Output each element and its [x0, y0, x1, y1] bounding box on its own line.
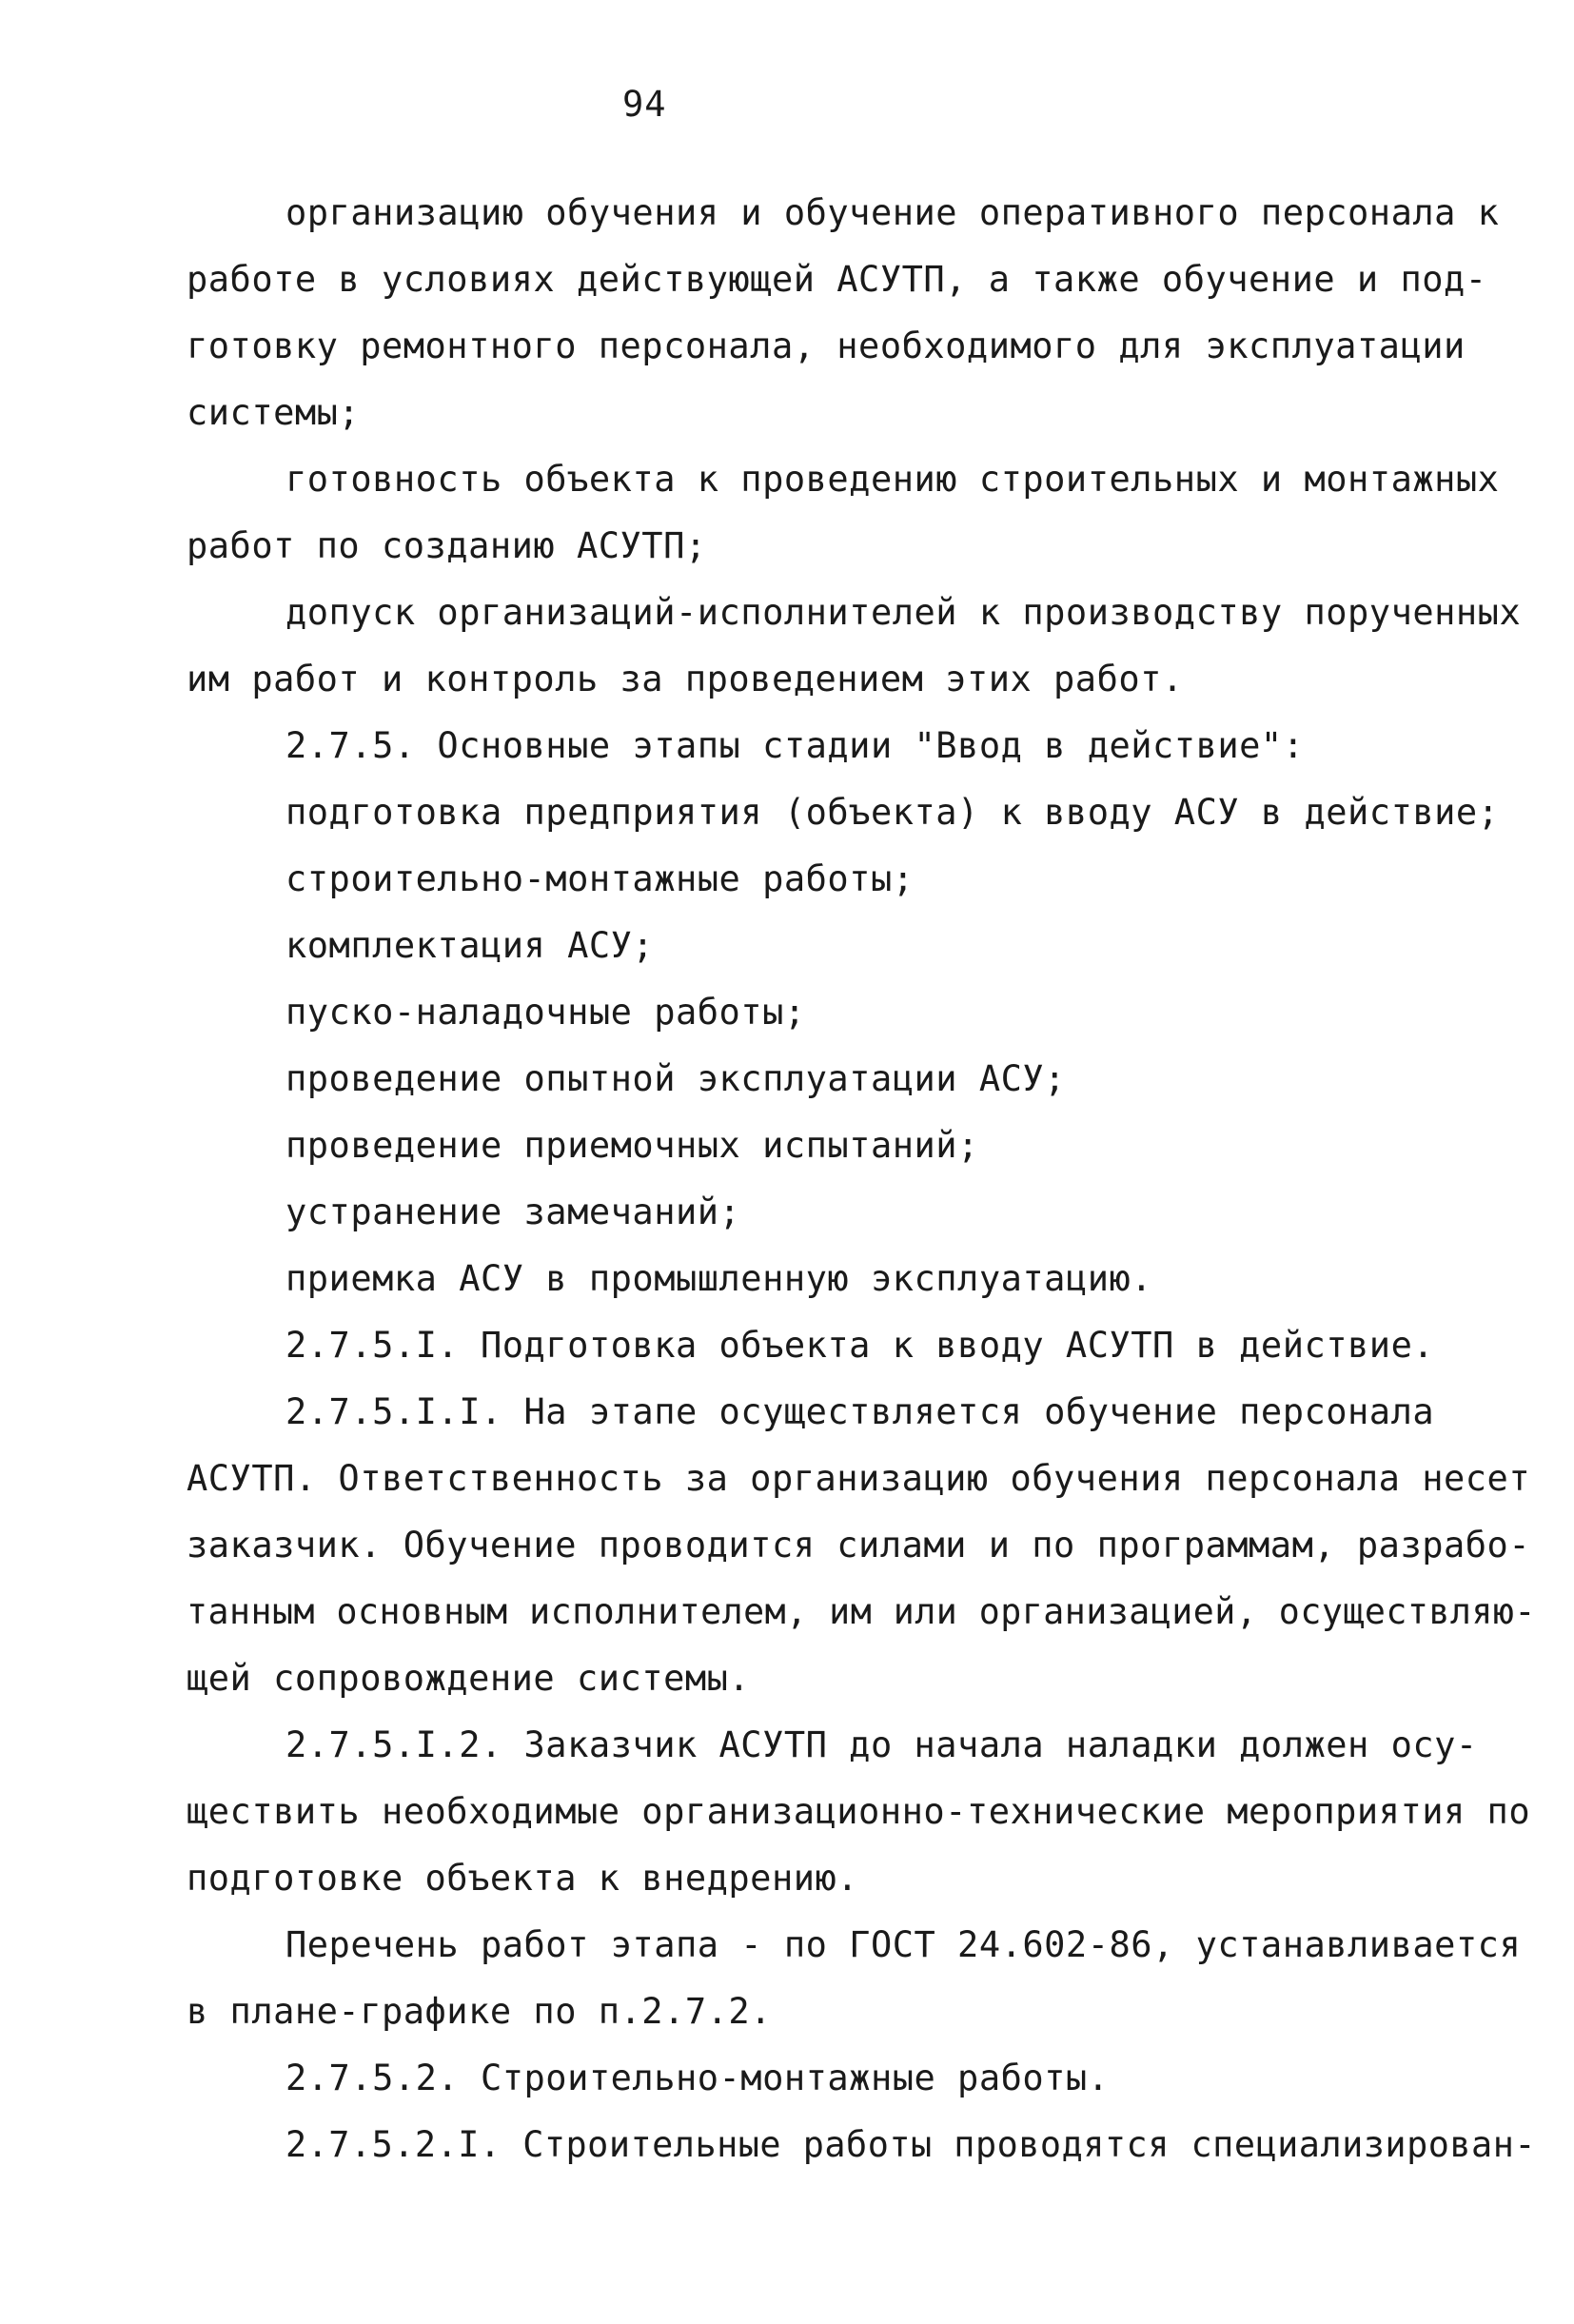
text-line: подготовке объекта к внедрению.: [187, 1858, 859, 1899]
text-line: заказчик. Обучение проводится силами и по программам, разрабо-: [187, 1525, 1531, 1566]
text-line: комплектация АСУ;: [285, 925, 655, 966]
text-line: 2.7.5. Основные этапы стадии "Ввод в действие":: [285, 725, 1305, 766]
text-line: 2.7.5.2.I. Строительные работы проводятся специализирован-: [285, 2124, 1537, 2165]
text-line: проведение опытной эксплуатации АСУ;: [285, 1058, 1066, 1099]
text-line: системы;: [187, 392, 361, 433]
text-line: допуск организаций-исполнителей к производству порученных: [285, 592, 1522, 633]
text-line: 2.7.5.I.I. На этапе осуществляется обучение персонала: [285, 1391, 1435, 1432]
text-line: проведение приемочных испытаний;: [285, 1125, 979, 1166]
text-line: готовку ремонтного персонала, необходимого для эксплуатации: [187, 325, 1466, 366]
text-line: танным основным исполнителем, им или организацией, осуществляю-: [187, 1591, 1536, 1632]
text-line: 2.7.5.2. Строительно-монтажные работы.: [285, 2058, 1110, 2098]
text-line: им работ и контроль за проведением этих работ.: [187, 659, 1184, 699]
text-line: подготовка предприятия (объекта) к вводу АСУ в действие;: [285, 792, 1500, 833]
text-line: в плане-графике по п.2.7.2.: [187, 1991, 772, 2032]
text-line: АСУТП. Ответственность за организацию обучения персонала несет: [187, 1458, 1531, 1499]
text-line: организацию обучения и обучение оперативного персонала к: [285, 192, 1500, 233]
text-line: устранение замечаний;: [285, 1192, 741, 1232]
text-line: работ по созданию АСУТП;: [187, 525, 707, 566]
text-line: 2.7.5.I.2. Заказчик АСУТП до начала наладки должен осу-: [285, 1724, 1478, 1765]
text-line: Перечень работ этапа - по ГОСТ 24.602-86, устанавливается: [285, 1924, 1522, 1965]
text-line: приемка АСУ в промышленную эксплуатацию.: [285, 1258, 1153, 1299]
text-line: работе в условиях действующей АСУТП, а также обучение и под-: [187, 259, 1487, 300]
text-line: щей сопровождение системы.: [187, 1658, 751, 1699]
text-line: ществить необходимые организационно-технические мероприятия по: [187, 1791, 1531, 1832]
text-line: пуско-наладочные работы;: [285, 992, 806, 1033]
text-line: 2.7.5.I. Подготовка объекта к вводу АСУТП в действие.: [285, 1325, 1435, 1366]
page-number: 94: [622, 84, 667, 125]
text-line: строительно-монтажные работы;: [285, 858, 915, 899]
text-line: готовность объекта к проведению строительных и монтажных: [285, 459, 1500, 500]
